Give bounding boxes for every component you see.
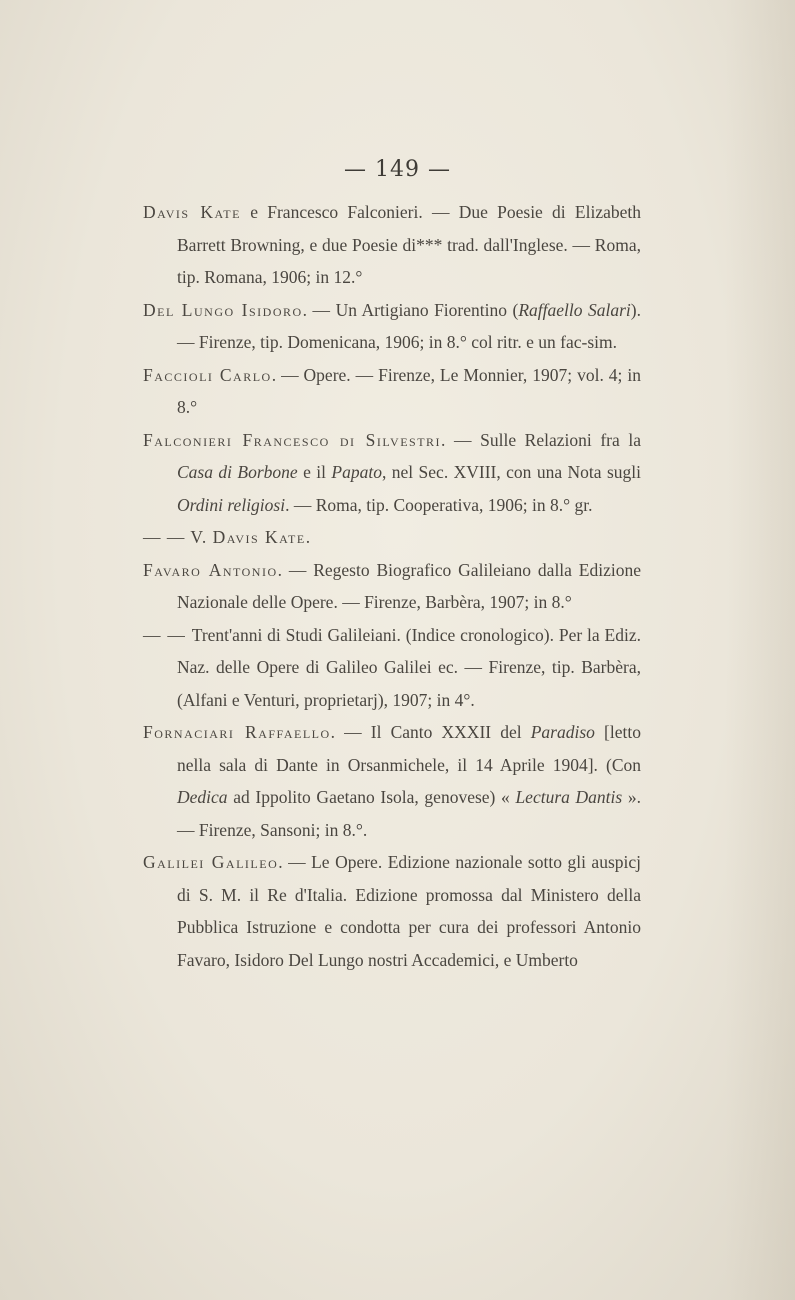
entry-author: Davis Kate: [143, 202, 241, 222]
entry-text: ». — Firenze, Sansoni; in 8.°.: [177, 787, 641, 840]
entry-italic-title: Ordini religiosi: [177, 494, 286, 515]
bibliography-entry: [143, 424, 641, 522]
entry-text: . — Sulle Relazioni fra la: [441, 429, 641, 450]
entry-text: , nel Sec. XVIII, con una Nota sugli: [381, 462, 641, 482]
bibliography-entry: [143, 554, 641, 619]
entry-text: ). — Firenze, tip. Domenicana, 1906; in 8.° col ritr. e un fac-sim.: [177, 299, 641, 352]
entry-text: . — Regesto Biografico Galileiano dalla Edizione Nazionale delle Opere. — Firenze, Barbèra, 1907; in 8.°: [177, 559, 641, 612]
page-edge-shading: [725, 0, 795, 1300]
page-number: — 149 —: [344, 157, 451, 182]
bibliography-entry: [143, 521, 641, 554]
entry-repeat-dash: — —: [143, 624, 192, 645]
entry-text: . — Le Opere. Edizione nazionale sotto gli auspicj di S. M. il Re d'Italia. Edizione promossa dal Ministero della Pubblica Istruzione e condotta per cura dei professori Antonio Favaro, Isidoro Del Lungo nostri Accademici, e Umberto: [177, 852, 641, 970]
entry-text: e il: [297, 462, 332, 482]
entry-author: Galilei Galileo: [143, 852, 279, 872]
entry-italic-title: Paradiso: [530, 722, 595, 742]
entry-author: Del Lungo Isidoro: [143, 299, 303, 320]
bibliography-entry: [143, 196, 641, 294]
entry-italic-title: Lectura Dantis: [515, 787, 623, 807]
entry-text: ad Ippolito Gaetano Isola, genovese) «: [227, 787, 516, 807]
entry-italic-title: Papato: [331, 462, 382, 482]
entry-author: Favaro Antonio: [143, 559, 278, 580]
entry-text: [letto nella sala di Dante in Orsanmichele, il 14 Aprile 1904]. (Con: [177, 722, 641, 775]
entry-text: e Francesco Falconieri. — Due Poesie di Elizabeth Barrett Browning, e due Poesie di*** trad. dall'Inglese. — Roma, tip. Romana, 1906; in 12.°: [177, 202, 641, 287]
entry-text: . — Roma, tip. Cooperativa, 1906; in 8.° gr.: [285, 494, 593, 515]
entry-text: . — Il Canto XXXII del: [330, 722, 531, 742]
entry-text: Trent'anni di Studi Galileiani. (Indice cronologico). Per la Ediz. Naz. delle Opere di Galileo Galilei ec. — Firenze, tip. Barbèra, (Alfani e Venturi, proprietarj), 1907; in 4°.: [177, 624, 641, 710]
entry-text: . — Un Artigiano Fiorentino (: [302, 299, 519, 320]
entry-text: .: [305, 527, 311, 547]
entry-italic-title: Casa di Borbone: [177, 462, 298, 482]
bibliography-entry: [143, 294, 641, 359]
entry-author: Davis Kate: [212, 527, 306, 547]
entry-repeat-dash: — — V.: [143, 527, 213, 547]
bibliography-entry: [143, 716, 641, 846]
entry-italic-title: Raffaello Salari: [518, 299, 631, 320]
entry-author: Faccioli Carlo: [143, 364, 272, 385]
bibliography-entry: [143, 619, 641, 717]
entry-text: . — Opere. — Firenze, Le Monnier, 1907; vol. 4; in 8.°: [177, 364, 642, 417]
entry-author: Fornaciari Raffaello: [143, 722, 331, 742]
bibliography-entry: [143, 359, 641, 424]
bibliography-list: [143, 196, 641, 976]
entry-author: Falconieri Francesco di Silvestri: [143, 429, 442, 450]
entry-italic-title: Dedica: [177, 787, 228, 807]
bibliography-entry: [143, 846, 641, 976]
